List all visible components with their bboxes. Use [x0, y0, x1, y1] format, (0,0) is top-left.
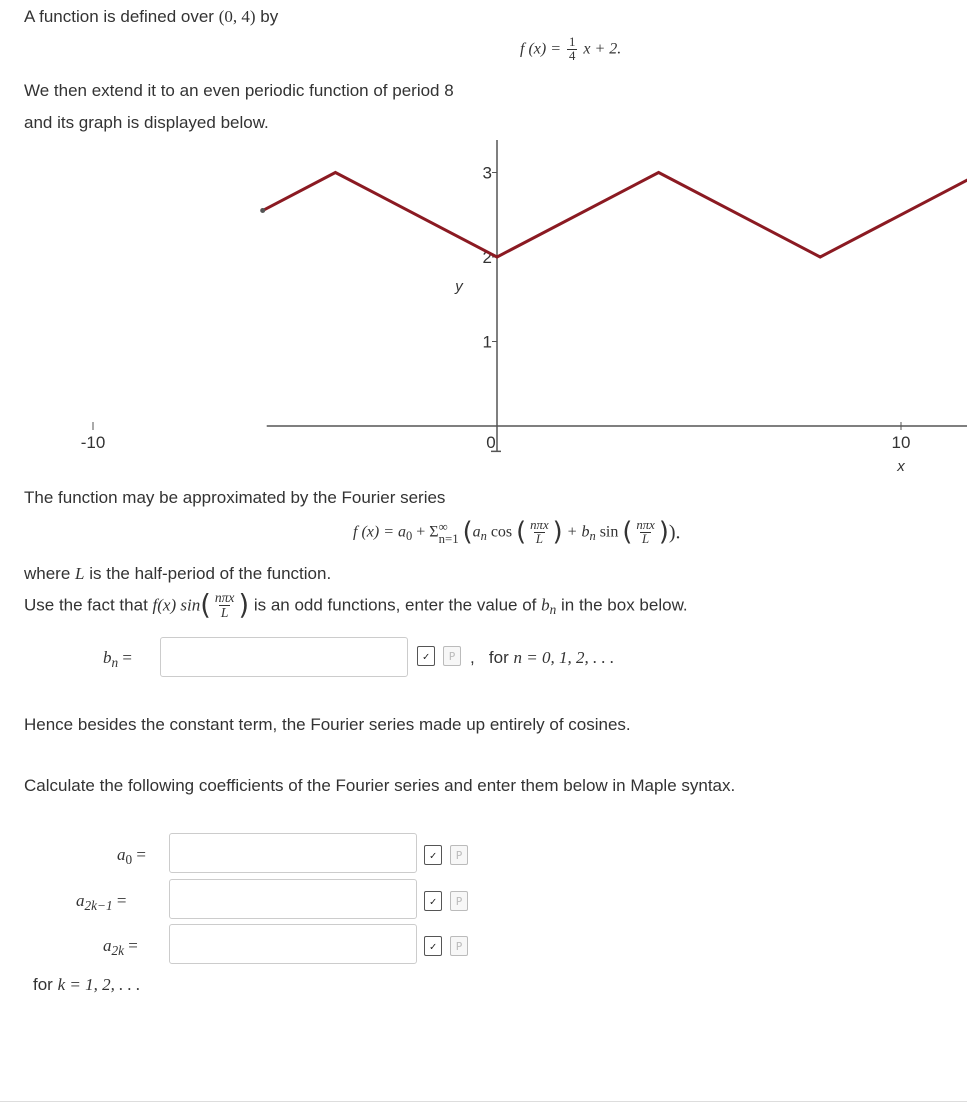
- y-tick-label: 2: [482, 248, 492, 267]
- coeff-label-a0: $a_0$ =: [117, 845, 146, 867]
- y-tick-label: 3: [482, 163, 492, 183]
- interval: (0, 4): [218, 7, 256, 26]
- extend-line-1: We then extend it to an even periodic function of period 8: [24, 81, 454, 100]
- intro-line: A function is defined over (0, 4) by: [24, 7, 279, 26]
- coeff-label-a2k: $a_{2k}$ =: [103, 936, 138, 958]
- series: [260, 173, 967, 258]
- series-start-point: [260, 208, 265, 213]
- x-tick-label: -10: [80, 433, 106, 452]
- a0-input[interactable]: [169, 833, 417, 873]
- maple-syntax-icon[interactable]: P: [443, 646, 461, 666]
- bn-input[interactable]: [160, 637, 408, 677]
- y-axis-label: y: [455, 277, 463, 295]
- maple-syntax-icon[interactable]: P: [450, 891, 468, 911]
- bn-label: $b_n$ =: [103, 648, 132, 670]
- x-tick-label: 10: [891, 433, 911, 452]
- hence-text: Hence besides the constant term, the Fourier series made up entirely of cosines.: [24, 715, 631, 734]
- extend-line-2: and its graph is displayed below.: [24, 113, 269, 132]
- use-fact-line: Use the fact that f(x) sin( $\frac{\text{nπx}}{L}$ ) is an odd functions, enter the value of $b_n$ in the box below.: [24, 590, 688, 622]
- quarter-fraction: $\frac{1}{4}$: [569, 35, 576, 64]
- bn-range: , for n = 0, 1, 2, . . .: [470, 648, 615, 667]
- y-tick-label: 1: [482, 332, 492, 352]
- x-tick-label: 0: [486, 433, 496, 452]
- maple-syntax-icon[interactable]: P: [450, 936, 468, 956]
- preview-icon[interactable]: ✓: [417, 646, 435, 666]
- where-line: where L is the half-period of the function.: [24, 564, 332, 583]
- preview-icon[interactable]: ✓: [424, 891, 442, 911]
- x-axis-label: x: [897, 458, 905, 475]
- bottom-divider: [0, 1101, 967, 1102]
- coeff-label-a2k-1: $a_{2k-1}$ =: [76, 891, 127, 913]
- graph: [0, 140, 967, 480]
- function-definition: f (x) = $\frac{1}{4}$ x + 2.: [520, 35, 622, 64]
- calculate-text: Calculate the following coefficients of the Fourier series and enter them below in Maple syntax.: [24, 776, 736, 795]
- maple-syntax-icon[interactable]: P: [450, 845, 468, 865]
- a2k-input[interactable]: [169, 924, 417, 964]
- series-line-f: [263, 173, 967, 258]
- ticks: [81, 164, 967, 453]
- preview-icon[interactable]: ✓: [424, 845, 442, 865]
- k-range: for k = 1, 2, . . .: [33, 975, 141, 994]
- preview-icon[interactable]: ✓: [424, 936, 442, 956]
- fourier-formula: f $(x) = a_0 + \Sigma$ ∞ n=1 ($a_n$ cos ( $\frac{\text{nπx}}{L}$ ) + $b_n$ sin ( $\frac{\text{nπx}}{L}$ )).: [353, 517, 681, 548]
- fourier-intro: The function may be approximated by the Fourier series: [24, 488, 446, 507]
- a2k-1-input[interactable]: [169, 879, 417, 919]
